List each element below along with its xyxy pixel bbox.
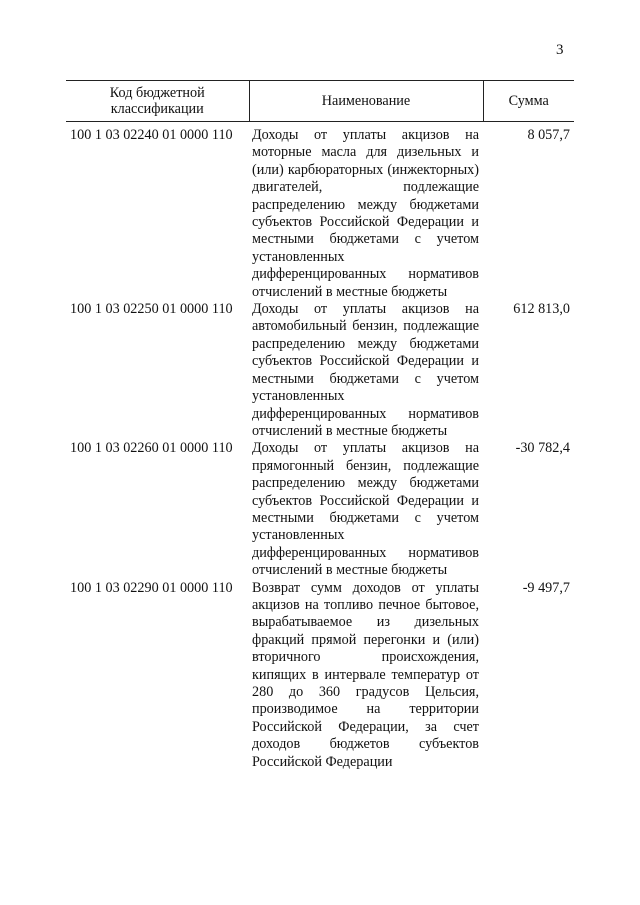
revenue-sum: 612 813,0 xyxy=(513,301,570,318)
header-code: Код бюджетной классификации xyxy=(66,81,249,122)
budget-code: 100 1 03 02290 01 0000 110 xyxy=(70,579,233,596)
table-header-row xyxy=(66,81,574,122)
revenue-name: Доходы от уплаты акцизов на прямогонный бензин, подлежащие распределению между бюджетами субъектов Российской Федерации и местными бюджетами с учетом установленных дифференцированных нормативов отчислений в местные бюджеты xyxy=(252,440,479,579)
revenue-name: Возврат сумм доходов от уплаты акцизов на топливо печное бытовое, вырабатываемое из дизельных фракций прямой перегонки и (или) вторичного происхождения, кипящих в интервале температур от 280 до 360 градусов Цельсия, производимое на территории Российской Федерации, за счет доходов бюджетов субъектов Российской Федерации xyxy=(252,579,479,770)
revenue-name: Доходы от уплаты акцизов на автомобильный бензин, подлежащие распределению между бюджетами субъектов Российской Федерации и местными бюджетами с учетом установленных дифференцированных нормативов отчислений в местные бюджеты xyxy=(252,301,479,439)
revenue-name: Доходы от уплаты акцизов на моторные масла для дизельных и (или) карбюраторных (инжекторных) двигателей, подлежащие распределению между бюджетами субъектов Российской Федерации и местными бюджетами с учетом установленных дифференцированных нормативов отчислений в местные бюджеты xyxy=(252,127,479,300)
table-row xyxy=(66,122,574,302)
budget-revenue-table xyxy=(66,80,574,771)
table-row xyxy=(66,440,574,579)
budget-code: 100 1 03 02260 01 0000 110 xyxy=(70,440,233,457)
header-sum: Сумма xyxy=(483,81,574,122)
header-name: Наименование xyxy=(249,81,483,122)
table-row xyxy=(66,580,574,771)
revenue-sum: 8 057,7 xyxy=(527,127,570,143)
budget-code: 100 1 03 02240 01 0000 110 xyxy=(70,127,233,143)
revenue-sum: -9 497,7 xyxy=(522,579,570,596)
page-number: 3 xyxy=(556,42,564,58)
budget-code: 100 1 03 02250 01 0000 110 xyxy=(70,301,233,318)
revenue-sum: -30 782,4 xyxy=(515,440,570,457)
table-row xyxy=(66,301,574,440)
